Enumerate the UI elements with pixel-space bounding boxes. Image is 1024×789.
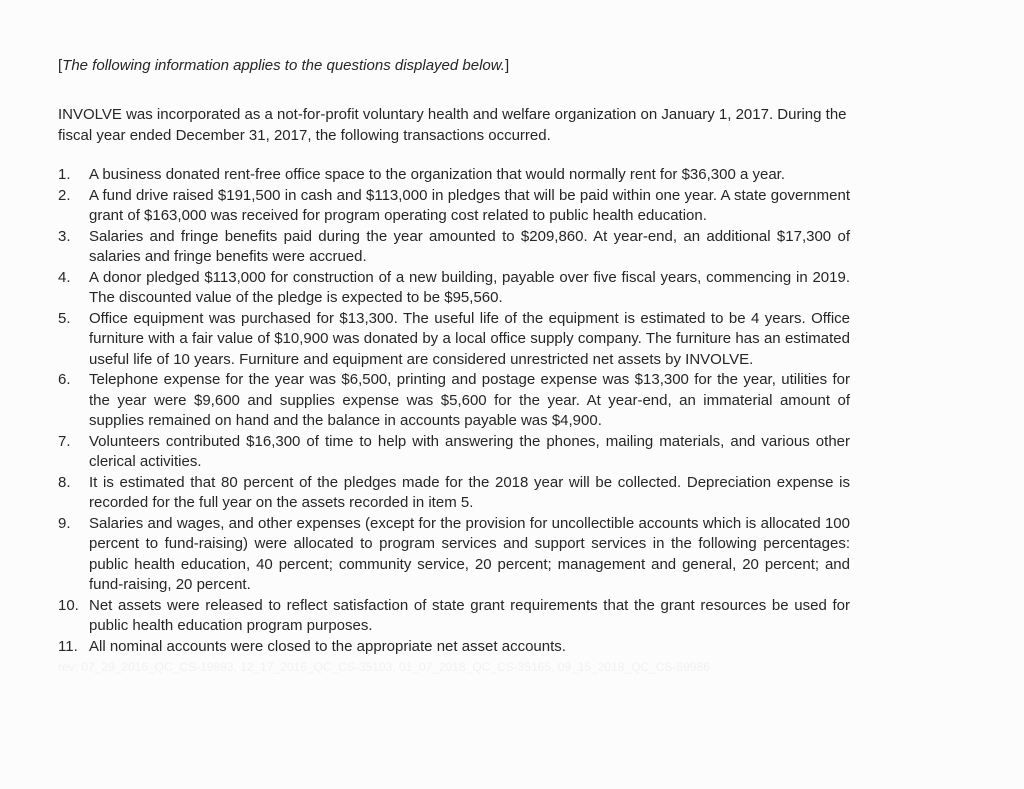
item-number: 7. <box>58 432 71 450</box>
transaction-item <box>58 227 850 268</box>
item-text: A donor pledged $113,000 for construction of a new building, payable over five fiscal years, commencing in 2019. The discounted value of the pledge is expected to be $95,560. <box>89 268 850 306</box>
transaction-item <box>58 309 850 371</box>
item-text: Office equipment was purchased for $13,300. The useful life of the equipment is estimated to be 4 years. Office furniture with a fair value of $10,900 was donated by a local office supply company. The furniture has an estimated useful life of 10 years. Furniture and equipment are considered unrestricted net assets by INVOLVE. <box>89 309 850 368</box>
transaction-item <box>58 370 850 432</box>
item-number: 3. <box>58 227 71 245</box>
intro-paragraph: INVOLVE was incorporated as a not-for-profit voluntary health and welfare organization on January 1, 2017. During the fiscal year ended December 31, 2017, the following transactions occurred. <box>58 106 847 144</box>
item-number: 10. <box>58 596 79 614</box>
item-text: All nominal accounts were closed to the appropriate net asset accounts. <box>89 637 566 655</box>
header-close-bracket: ] <box>504 57 510 74</box>
transaction-item <box>58 473 850 514</box>
item-text: Volunteers contributed $16,300 of time to help with answering the phones, mailing materials, and various other clerical activities. <box>89 432 850 470</box>
transaction-item <box>58 432 850 473</box>
item-text: Net assets were released to reflect satisfaction of state grant requirements that the grant resources be used for public health education program purposes. <box>89 596 850 634</box>
item-text: Telephone expense for the year was $6,500, printing and postage expense was $13,300 for the year, utilities for the year were $9,600 and supplies expense was $5,600 for the year. At year-end, an immaterial amount of supplies remained on hand and the balance in accounts payable was $4,900. <box>89 371 850 429</box>
item-number: 8. <box>58 473 71 491</box>
item-text: Salaries and fringe benefits paid during the year amounted to $209,860. At year-end, an additional $17,300 of salaries and fringe benefits were accrued. <box>89 227 850 265</box>
transaction-item <box>58 186 850 227</box>
info-header-note <box>58 56 864 76</box>
transaction-item <box>58 268 850 309</box>
item-number: 1. <box>58 166 71 183</box>
revision-note: rev: 07_29_2016_QC_CS-19893, 12_17_2016_QC_CS-35103, 01_07_2018_QC_CS-35165, 09_15_2018_QC_CS-59986 <box>58 660 710 674</box>
item-text: Salaries and wages, and other expenses (except for the provision for uncollectible accounts which is allocated 100 percent to fund-raising) were allocated to program services and support services in the following percentages: public health education, 40 percent; community service, 20 percent; management and general, 20 percent; and fund-raising, 20 percent. <box>89 514 850 593</box>
transaction-item <box>58 596 850 637</box>
item-number: 4. <box>58 268 71 286</box>
item-number: 5. <box>58 309 71 327</box>
item-number: 9. <box>58 514 71 532</box>
item-text: A business donated rent-free office space to the organization that would normally rent for $36,300 a year. <box>89 166 785 183</box>
transaction-item <box>58 637 850 658</box>
item-number: 6. <box>58 371 71 388</box>
item-number: 11. <box>58 637 78 655</box>
transaction-list <box>58 165 850 657</box>
item-text: A fund drive raised $191,500 in cash and $113,000 in pledges that will be paid within one year. A state government grant of $163,000 was received for program operating cost related to public health education. <box>89 186 850 224</box>
transaction-item <box>58 165 850 186</box>
item-number: 2. <box>58 186 71 204</box>
header-note-text: The following information applies to the questions displayed below. <box>62 57 505 74</box>
transaction-item <box>58 514 850 596</box>
item-text: It is estimated that 80 percent of the pledges made for the 2018 year will be collected. Depreciation expense is recorded for the full year on the assets recorded in item 5. <box>89 473 850 511</box>
header-open-bracket: [ <box>58 57 63 74</box>
